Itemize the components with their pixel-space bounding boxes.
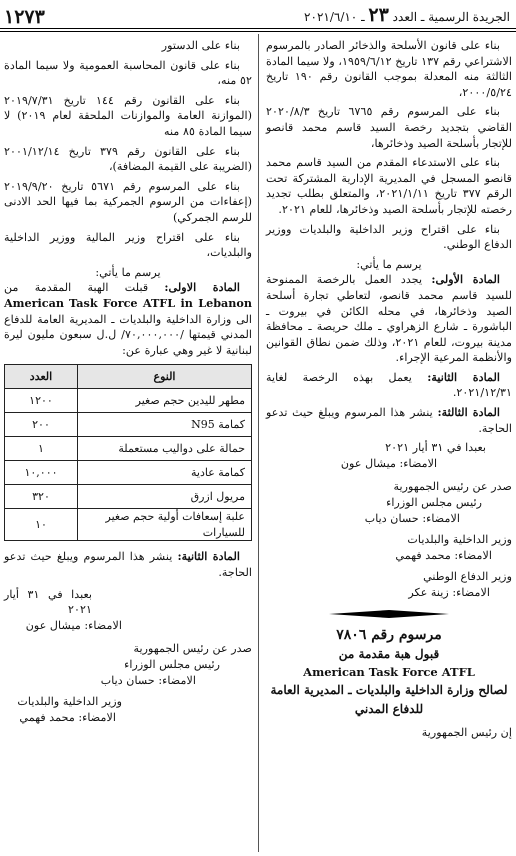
gazette-title	[304, 4, 510, 26]
item-name: مريول ازرق	[78, 485, 252, 509]
left-column	[4, 38, 252, 725]
recital-paragraph: بناء على المرسوم رقم ٥٦٧١ تاريخ ٢٠١٩/٩/٢٠ (إعفاءات من الرسوم الجمركية بما فيها الحد الادنى للرسم الجمركي)	[4, 179, 252, 224]
article-paragraph	[266, 405, 512, 436]
defense-minister-signature: الامضاء: زينة عكر	[408, 586, 490, 599]
prime-minister-title: رئيس مجلس الوزراء	[124, 658, 220, 672]
recital-paragraph: بناء على المرسوم رقم ٦٧٦٥ تاريخ ٢٠٢٠/٨/٣ القاضي بتجديد رخصة السيد قاسم محمد قانصو للإتجار بأسلحة الصيد وذخائرها،	[266, 105, 512, 150]
signing-place-date: بعبدا في ٣١ أيار ٢٠٢١	[4, 587, 92, 617]
president-signature: الامضاء: ميشال عون	[340, 456, 438, 470]
item-name: علبة إسعافات أولية حجم صغير للسيارات	[78, 509, 252, 541]
donor-name-english: American	[4, 295, 64, 310]
recital-paragraph: بناء على اقتراح وزير المالية ووزير الداخلية والبلديات،	[4, 230, 252, 260]
president-signature: الامضاء: ميشال عون	[25, 618, 122, 632]
decree-title-english: American Task Force ATFL	[303, 664, 475, 679]
separator-ornament	[329, 609, 449, 619]
recital-paragraph: بناء على الاستدعاء المقدم من السيد قاسم محمد قانصو المسجل في المديرية الإدارية المشتركة تحت الرقم ٣٧٧ تاريخ ٢٠٢١/١/١١، والمتعلق بطلب تجديد رخصته للإتجار بأسلحة الصيد وذخائرها، للعام ٢٠٢١.	[266, 156, 513, 216]
decree-beneficiary: لصالح وزارة الداخلية والبلديات ـ المديرية العامة للدفاع المدني	[270, 682, 508, 716]
item-quantity: ١٠	[5, 509, 78, 541]
article-text: الى وزارة الداخلية والبلديات ـ المديرية العامة للدفاع المدني قيمتها /٧٠,٠٠٠,٠٠٠/ ل.ل سبعون مليون ليرة لبنانية لا غير وهي عبارة عن:	[4, 312, 253, 357]
issued-by: صدر عن رئيس الجمهورية	[393, 480, 512, 494]
article-paragraph	[266, 272, 512, 366]
item-quantity: ١	[5, 437, 78, 461]
gazette-name: الجريدة الرسمية ـ العدد	[392, 10, 510, 24]
interior-minister-signature: الامضاء: محمد فهمي	[19, 710, 116, 724]
donation-table	[4, 364, 252, 541]
decrees-heading: يرسم ما يأتي:	[95, 265, 161, 279]
signing-place-date: بعبدا في ٣١ أيار ٢٠٢١	[385, 441, 486, 455]
item-name: مطهر لليدين حجم صغير	[78, 389, 252, 413]
article-paragraph	[4, 549, 252, 580]
item-quantity: ٣٢٠	[5, 485, 78, 509]
decree-number: مرسوم رقم ٧٨٠٦	[336, 626, 442, 643]
table-row	[5, 509, 252, 541]
item-name: حمالة على دواليب مستعملة	[78, 437, 252, 461]
item-quantity: ١٢٠٠	[5, 389, 78, 413]
decree-opening: إن رئيس الجمهورية	[421, 725, 512, 739]
item-name: كمامة عادية	[78, 461, 252, 485]
table-row	[5, 485, 252, 509]
article-text: قبلت الهبة المقدمة من	[4, 281, 149, 295]
article-text: ينشر هذا المرسوم ويبلغ حيث تدعو الحاجة.	[4, 550, 252, 580]
recital-paragraph: بناء على الدستور	[161, 39, 240, 52]
prime-minister-signature: الامضاء: حسان دياب	[364, 511, 460, 525]
column-header-quantity: العدد	[5, 365, 78, 389]
table-row	[5, 437, 252, 461]
header-rule-thin	[0, 31, 516, 32]
page-header	[0, 2, 516, 28]
article-paragraph	[4, 280, 252, 358]
item-name: كمامة N95	[78, 413, 252, 437]
recital-paragraph: بناء على قانون المحاسبة العمومية ولا سيما المادة ٥٢ منه،	[4, 58, 252, 88]
article-label: المادة الثانية:	[427, 369, 500, 384]
recital-paragraph: بناء على القانون رقم ٣٧٩ تاريخ ٢٠٠١/١٢/١٤ (الضريبة على القيمة المضافة)،	[4, 144, 252, 174]
decree-heading	[266, 625, 512, 719]
article-text: ينشر هذا المرسوم ويبلغ حيث تدعو الحاجة.	[266, 406, 512, 435]
prime-minister-signature: الامضاء: حسان دياب	[100, 673, 196, 687]
recital-paragraph: بناء على القانون رقم ١٤٤ تاريخ ٢٠١٩/٧/٣١ (الموازنة العامة والموازنات الملحقة لعام ٢٠١٩) لا سيما المادة ٨٥ منه	[4, 93, 252, 138]
interior-minister-signature: الامضاء: محمد فهمي	[395, 548, 492, 562]
item-quantity: ١٠,٠٠٠	[5, 461, 78, 485]
table-row	[5, 461, 252, 485]
article-label: المادة الثانية:	[177, 549, 240, 564]
article-label: المادة الأولى:	[431, 272, 500, 287]
article-paragraph	[266, 370, 512, 401]
interior-minister-title: وزير الداخلية والبلديات	[407, 533, 512, 547]
defense-minister-title: وزير الدفاع الوطني	[423, 570, 512, 584]
table-row	[5, 389, 252, 413]
donor-name-english-cont: Task Force ATFL in Lebanon	[69, 295, 252, 310]
header-rule	[0, 28, 516, 29]
interior-minister-title: وزير الداخلية والبلديات	[17, 695, 122, 709]
article-text: يعمل بهذه الرخصة لغاية ٢٠٢١/١٢/٣١.	[266, 370, 512, 400]
decree-title: قبول هبة مقدمة من	[338, 646, 440, 661]
table-header-row	[5, 365, 252, 389]
page-number: ١٢٧٣	[4, 6, 45, 28]
prime-minister-title: رئيس مجلس الوزراء	[386, 496, 482, 510]
article-text: يجدد العمل بالرخصة الممنوحة للسيد قاسم محمد قانصو، لتعاطي تجارة أسلحة الصيد وذخائرها، في محله الكائن في بيروت ـ الباشورة ـ شارع الزهراوي ـ ملك حريصة ـ محافظة مدينة بيروت، للعام ٢٠٢١، وذلك ضمن نطاق القوانين والأنظمة المرعية الإجراء.	[266, 273, 512, 365]
right-column	[266, 38, 512, 740]
recital-paragraph: بناء على قانون الأسلحة والذخائر الصادر بالمرسوم الاشتراعي رقم ١٣٧ تاريخ ١٩٥٩/٦/١٢، ولا سيما المادة الثالثة منه المعدلة بموجب القانون رقم ١٩٠ تاريخ ٢٠٠٠/٥/٢٤،	[266, 39, 512, 99]
table-row	[5, 413, 252, 437]
article-label: المادة الثالثة:	[437, 405, 500, 420]
issued-by: صدر عن رئيس الجمهورية	[133, 642, 252, 656]
item-quantity: ٢٠٠	[5, 413, 78, 437]
issue-date: ـ ٢٠٢١/٦/١٠	[304, 10, 365, 24]
column-divider	[258, 34, 259, 852]
column-header-type: النوع	[78, 365, 252, 389]
recital-paragraph: بناء على اقتراح وزير الداخلية والبلديات ووزير الدفاع الوطني.	[266, 222, 512, 252]
article-label: المادة الاولى:	[164, 280, 240, 295]
issue-number: ٢٣	[368, 4, 389, 26]
decrees-heading: يرسم ما يأتي:	[356, 257, 422, 271]
